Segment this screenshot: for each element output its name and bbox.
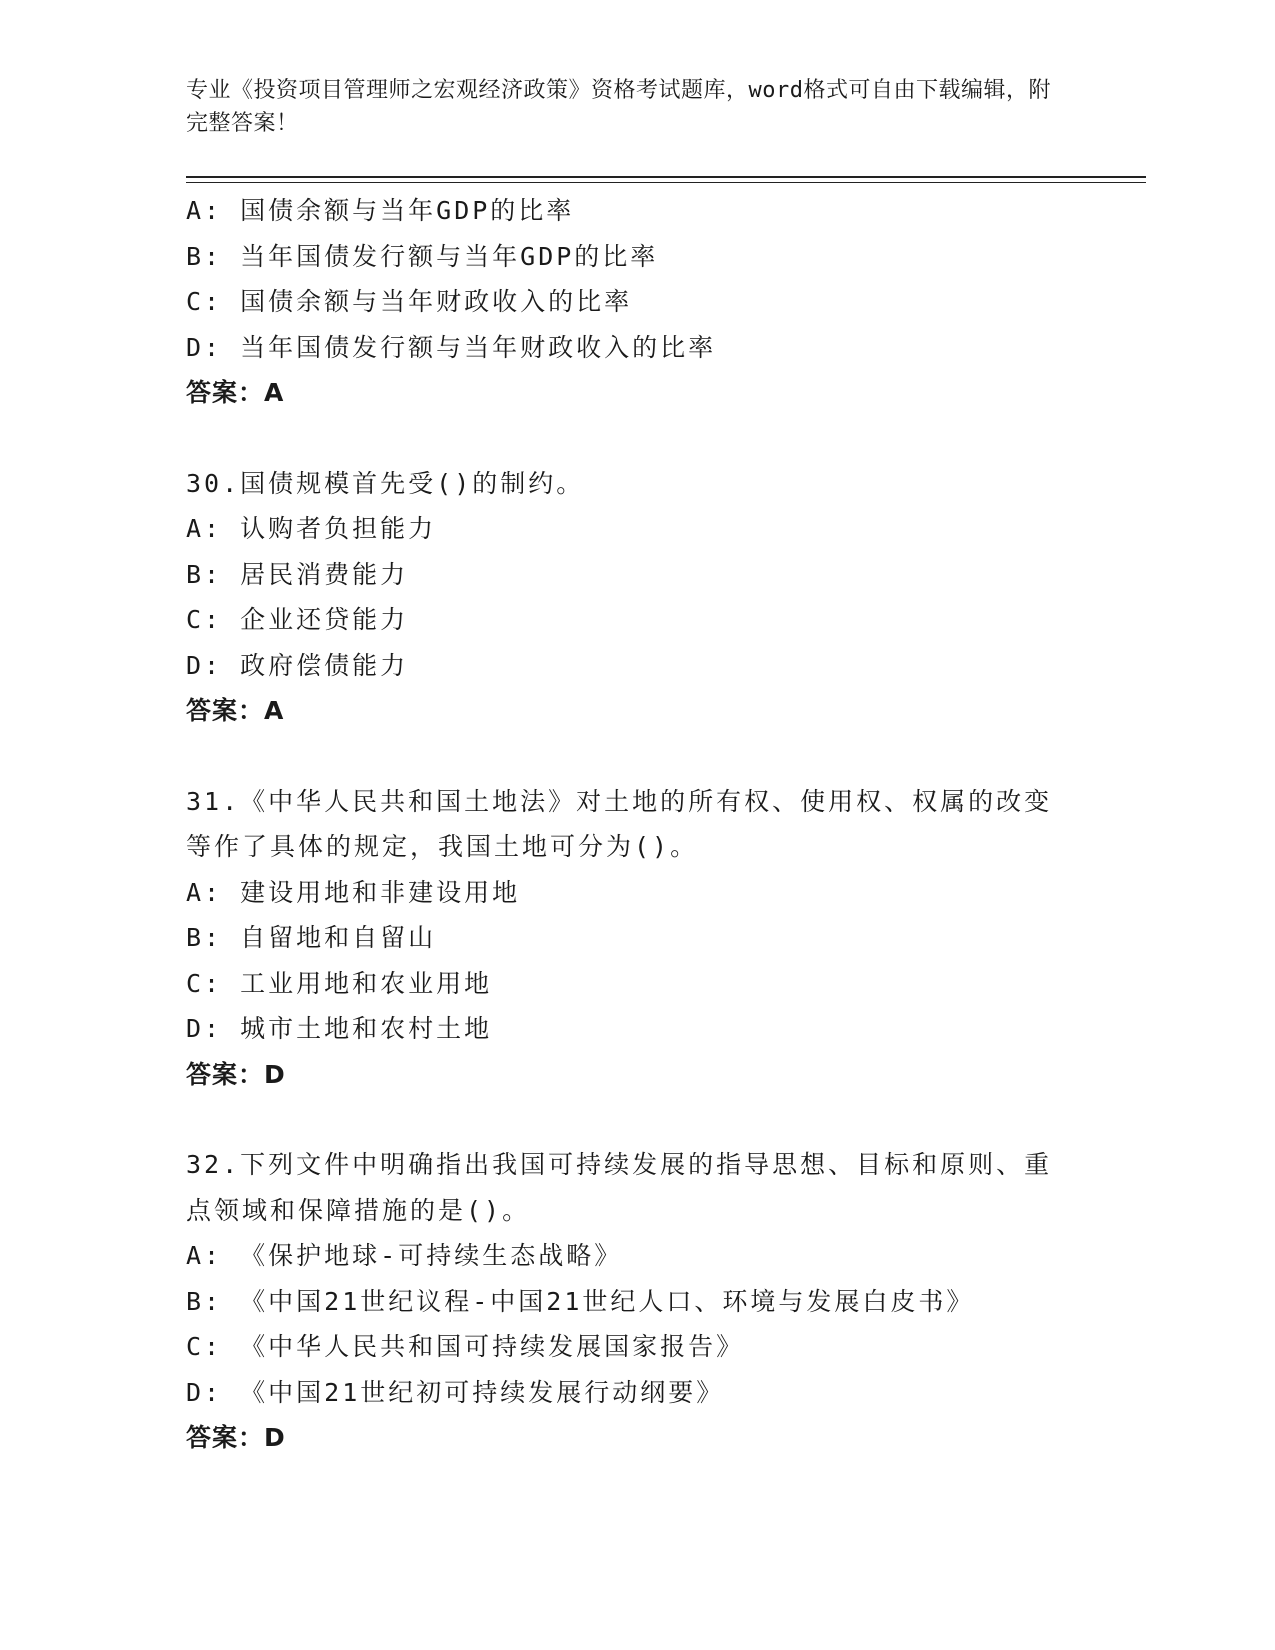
option-d: D: 《中国21世纪初可持续发展行动纲要》 <box>186 1377 725 1407</box>
question-block-30 <box>186 461 1066 734</box>
option-a: A: 《保护地球-可持续生态战略》 <box>186 1241 623 1270</box>
option-c: C: 工业用地和农业用地 <box>186 968 493 998</box>
document-header: 专业《投资项目管理师之宏观经济政策》资格考试题库，word格式可自由下载编辑，附完整答案！ <box>186 78 1051 136</box>
answer-line: 答案：D <box>186 1059 286 1089</box>
option-b: B: 《中国21世纪议程-中国21世纪人口、环境与发展白皮书》 <box>186 1286 975 1316</box>
question-list <box>186 188 1066 1461</box>
option-b: B: 当年国债发行额与当年GDP的比率 <box>186 241 659 271</box>
answer-line: 答案：A <box>186 696 285 725</box>
question-block-32 <box>186 1142 1066 1461</box>
option-c: C: 国债余额与当年财政收入的比率 <box>186 287 633 316</box>
option-c: C: 企业还贷能力 <box>186 605 409 634</box>
question-text: 31.《中华人民共和国土地法》对土地的所有权、使用权、权属的改变等作了具体的规定，我国土地可分为()。 <box>186 786 1053 861</box>
question-block-31 <box>186 779 1066 1098</box>
option-d: D: 城市土地和农村土地 <box>186 1014 493 1043</box>
header-rule-thick <box>186 176 1146 178</box>
question-text: 30.国债规模首先受()的制约。 <box>186 468 585 498</box>
answer-line: 答案：A <box>186 378 285 407</box>
option-b: B: 自留地和自留山 <box>186 923 437 952</box>
answer-line: 答案：D <box>186 1423 286 1452</box>
option-d: D: 政府偿债能力 <box>186 650 409 680</box>
question-text: 32.下列文件中明确指出我国可持续发展的指导思想、目标和原则、重点领域和保障措施的是()。 <box>186 1150 1053 1225</box>
option-a: A: 国债余额与当年GDP的比率 <box>186 196 575 225</box>
option-b: B: 居民消费能力 <box>186 559 409 589</box>
option-a: A: 建设用地和非建设用地 <box>186 877 521 907</box>
question-block-29 <box>186 188 1066 416</box>
option-c: C: 《中华人民共和国可持续发展国家报告》 <box>186 1332 745 1361</box>
option-a: A: 认购者负担能力 <box>186 514 437 543</box>
header-rule-thin <box>186 182 1146 183</box>
option-d: D: 当年国债发行额与当年财政收入的比率 <box>186 332 717 362</box>
